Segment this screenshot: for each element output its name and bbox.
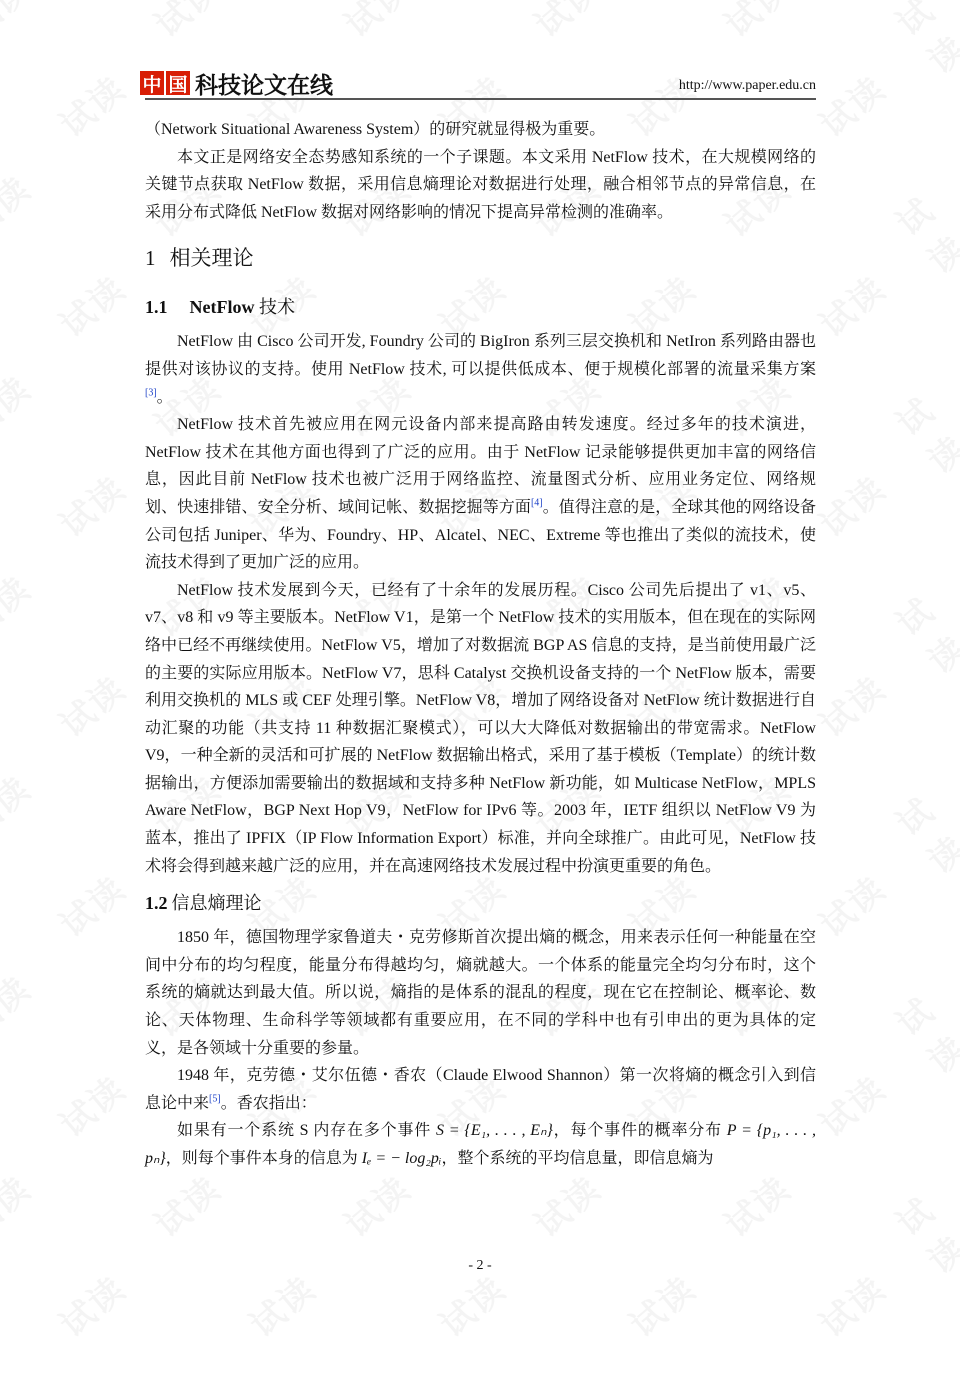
paragraph: 1850 年，德国物理学家鲁道夫・克劳修斯首次提出熵的概念，用来表示任何一种能量在空间中分布的均匀程度，能量分布得越均匀，熵就越大。一个体系的能量完全均匀分布时，这个系统的熵就达到最大值。所以说，熵指的是体系的混乱的程度，现在它在控制论、概率论、数论、天体物理、生命科学等领域都有重要应用，在不同的学科中也有引申出的更为具体的定义，是各领域十分重要的参量。 [145,929,816,1057]
watermark-text [884,375,960,482]
site-logo [140,70,333,99]
watermark-text [0,563,39,647]
citation-link[interactable]: [3] [145,387,157,399]
math-information: Iₑ = − log₂pᵢ [361,1150,442,1167]
paragraph [145,1062,816,1117]
page-number: - 2 - [468,1258,492,1273]
section-title-en: NetFlow [189,297,255,318]
site-url[interactable]: http://www.paper.edu.cn [678,78,816,93]
citation-link[interactable]: [4] [530,497,543,509]
paragraph-text: ，则每个事件本身的信息为 [165,1150,362,1167]
watermark-text [143,1163,230,1247]
watermark-text [143,0,230,46]
math-set-p: P = {p₁, . . . , pₙ} [145,1122,816,1167]
watermark-text [884,0,960,83]
paragraph-text: NetFlow 技术首先被应用在网元设备内部来提高路由转发速度。经过多年的技术演进，NetFlow 技术在其他方面也得到了广泛的应用。由于 NetFlow 记录能够提供更加丰富的网络信息，因此目前 NetFlow 技术也被广泛用于网络监控、流量图式分析、应用业务定位、网络规划、快速排错、安全分析、域间记帐、数据挖掘等方面 [145,416,816,516]
watermark-text [808,863,895,947]
watermark-text [0,963,39,1047]
watermark-text [48,863,135,947]
paragraph: 本文正是网络安全态势感知系统的一个子课题。本文采用 NetFlow 技术，在大规模网络的关键节点获取 NetFlow 数据，采用信息熵理论对数据进行处理，融合相邻节点的异常信息，在采用分布式降低 NetFlow 数据对网络影响的情况下提高异常检测的准确率。 [145,148,816,221]
watermark-text [808,463,895,547]
page-header [142,70,816,100]
watermark-text [238,1263,325,1347]
watermark-text [333,0,420,46]
watermark-text [884,175,960,282]
watermark-text [48,263,135,347]
section-number: 1.2 [145,893,168,914]
paper-body [145,116,816,1173]
section-heading-1-1 [145,288,816,326]
section-heading-1-2 [145,884,816,922]
section-title: 信息熵理论 [171,893,262,914]
section-number: 1.1 [145,297,168,318]
watermark-text [713,1163,800,1247]
watermark-text [48,1063,135,1147]
paragraph [145,411,816,577]
paragraph [145,328,816,411]
logo-text: 科技论文在线 [195,72,333,99]
logo-mark-zhong: 中 [140,71,164,95]
paragraph: NetFlow 技术发展到今天，已经有了十余年的发展历程。Cisco 公司先后提出了 v1、v5、v7、v8 和 v9 等主要版本。NetFlow V1，是第一个 NetFlow 技术的实用版本，但在现在的实际网络中已经不再继续使用。NetFlow V5，增加了对数据流 BGP AS 信息的支持，是当前使用最广泛的主要的实际应用版本。NetFlow V7，思科 Catalyst 交换机设备支持的一个 NetFlow 版本，需要利用交换机的 MLS 或 CEF 处理引擎。NetFlow V8，增加了网络设备对 NetFlow 统计数据进行自动汇聚的功能（共支持 11 种数据汇聚模式），可以大大降低对数据输出的带宽需求。NetFlow V9，一种全新的灵活和可扩展的 NetFlow 数据输出格式，采用了基于模板（Template）的统计数据输出，方便添加需要输出的数据域和支持多种 NetFlow 新功能，如 Multicase NetFlow，MPLS Aware NetFlow，BGP Next Hop V9，NetFlow for IPv6 等。2003 年，IETF 组织以 NetFlow V9 为蓝本，推出了 IPFIX（IP Flow Information Export）标准，并向全球推广。由此可见，NetFlow 技术将会得到越来越广泛的应用，并在高速网络技术发展过程中扮演更重要的角色。 [145,581,816,875]
watermark-text [618,1263,705,1347]
watermark-text [713,0,800,46]
watermark-text [0,763,39,847]
paragraph-text: 。 [156,388,173,406]
watermark-text [333,1163,420,1247]
watermark-text [808,1063,895,1147]
watermark-text [523,1163,610,1247]
watermark-text [48,63,135,147]
watermark-text [0,163,39,247]
watermark-text [808,663,895,747]
watermark-text [0,0,39,46]
watermark-text [48,1263,135,1347]
section-heading-1 [145,236,816,280]
watermark-text [523,0,610,46]
section-number: 1 [145,246,156,271]
watermark-text [0,363,39,447]
watermark-text [48,463,135,547]
paragraph-text: 。值得注意的是，全球其他的网络设备公司包括 Juniper、华为、Foundry、HP、Alcatel、NEC、Extreme 等也推出了类似的流技术，使流技术得到了更加广泛的应用。 [145,498,816,572]
paragraph: （Network Situational Awareness System）的研究就显得极为重要。 [145,121,606,138]
paragraph [145,1117,816,1172]
paragraph-text: NetFlow 由 Cisco 公司开发, Foundry 公司的 BigIron 系列三层交换机和 NetIron 系列路由器也提供对该协议的支持。使用 NetFlow 技术, 可以提供低成本、便于规模化部署的流量采集方案 [145,333,816,378]
paragraph-text: 。香农指出： [220,1094,317,1112]
paragraph-text: 如果有一个系统 S 内存在多个事件 [177,1122,436,1140]
citation-link[interactable]: [5] [209,1093,221,1105]
watermark-text [808,263,895,347]
math-set-s: S = {E₁, . . . , Eₙ} [435,1122,553,1140]
watermark-text [884,975,960,1082]
watermark-text [884,775,960,882]
paragraph-text: 1948 年，克劳德・艾尔伍德・香农（Claude Elwood Shannon）第一次将熵的概念引入到信息论中来 [145,1067,816,1112]
watermark-text [808,63,895,147]
watermark-text [808,1263,895,1347]
watermark-text [0,1163,39,1247]
paragraph-text: ，整个系统的平均信息量，即信息熵为 [441,1150,714,1167]
watermark-text [884,575,960,682]
section-title: 相关理论 [169,246,254,271]
section-title-cn: 技术 [254,297,295,318]
paragraph-text: ，每个事件的概率分布 [552,1122,727,1140]
watermark-text [428,1263,515,1347]
watermark-text [48,663,135,747]
logo-mark-guo: 国 [166,71,190,95]
